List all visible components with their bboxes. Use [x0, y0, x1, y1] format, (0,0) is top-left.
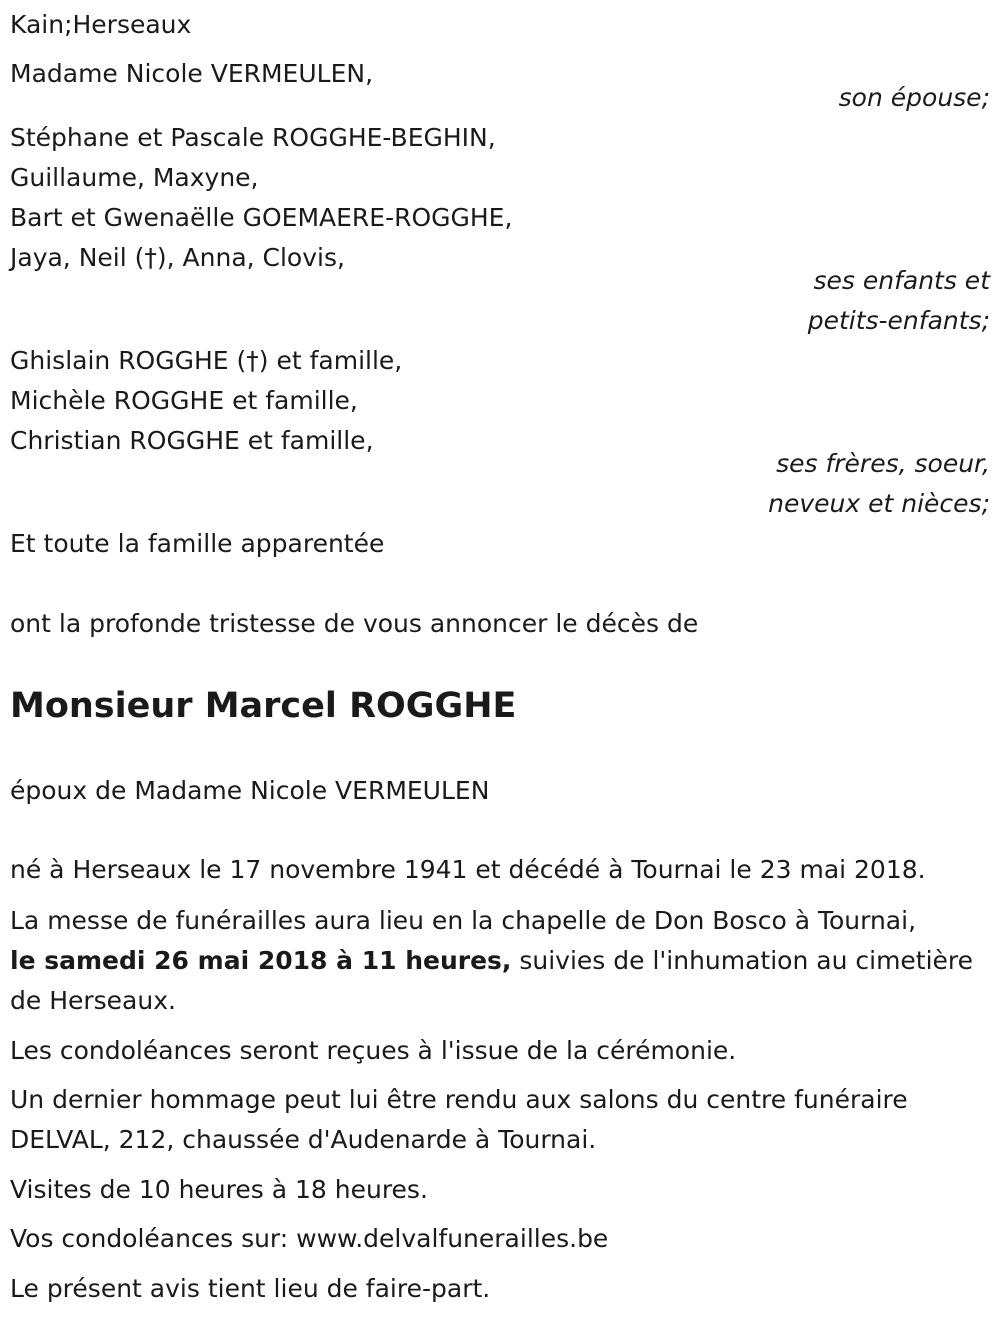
sibling-line-2: Michèle ROGGHE et famille,: [10, 386, 358, 415]
spouse-name: Madame Nicole VERMEULEN,: [10, 59, 374, 88]
child-line-2: Guillaume, Maxyne,: [10, 163, 259, 192]
child-line-4: Jaya, Neil (†), Anna, Clovis,: [10, 243, 345, 272]
deceased-name: Monsieur Marcel ROGGHE: [10, 686, 517, 726]
funeral-burial: suivies de l'inhumation au cimetière: [511, 946, 974, 975]
sibling-line-3: Christian ROGGHE et famille,: [10, 426, 374, 455]
child-line-3: Bart et Gwenaëlle GOEMAERE-ROGGHE,: [10, 203, 513, 232]
children-relation-1: ses enfants et: [813, 266, 990, 295]
sibling-line-1: Ghislain ROGGHE (†) et famille,: [10, 346, 403, 375]
visits: Visites de 10 heures à 18 heures.: [10, 1175, 428, 1204]
children-relation-2: petits-enfants;: [807, 306, 990, 335]
extended-family: Et toute la famille apparentée: [10, 529, 385, 558]
funeral-line-3: de Herseaux.: [10, 986, 176, 1015]
spouse-relation: son épouse;: [838, 83, 990, 112]
funeral-date: le samedi 26 mai 2018 à 11 heures,: [10, 946, 512, 975]
siblings-relation-2: neveux et nièces;: [768, 489, 990, 518]
funeral-line-1: La messe de funérailles aura lieu en la chapelle de Don Bosco à Tournai,: [10, 906, 917, 935]
closing: Le présent avis tient lieu de faire-part.: [10, 1274, 491, 1303]
homage-line-2: DELVAL, 212, chaussée d'Audenarde à Tournai.: [10, 1125, 597, 1154]
child-line-1: Stéphane et Pascale ROGGHE-BEGHIN,: [10, 123, 496, 152]
funeral-line-2: [10, 944, 973, 978]
online-condolences: [10, 1222, 608, 1256]
birth-death: né à Herseaux le 17 novembre 1941 et décédé à Tournai le 23 mai 2018.: [10, 855, 926, 884]
funeral-home-link[interactable]: www.delvalfunerailles.be: [296, 1224, 609, 1253]
siblings-relation-1: ses frères, soeur,: [776, 449, 990, 478]
spouse-note: époux de Madame Nicole VERMEULEN: [10, 776, 490, 805]
homage-line-1: Un dernier hommage peut lui être rendu aux salons du centre funéraire: [10, 1085, 908, 1114]
online-prefix: Vos condoléances sur:: [10, 1224, 297, 1253]
location: Kain;Herseaux: [10, 10, 192, 39]
condolences: Les condoléances seront reçues à l'issue de la cérémonie.: [10, 1036, 737, 1065]
announcement: ont la profonde tristesse de vous annoncer le décès de: [10, 609, 699, 638]
